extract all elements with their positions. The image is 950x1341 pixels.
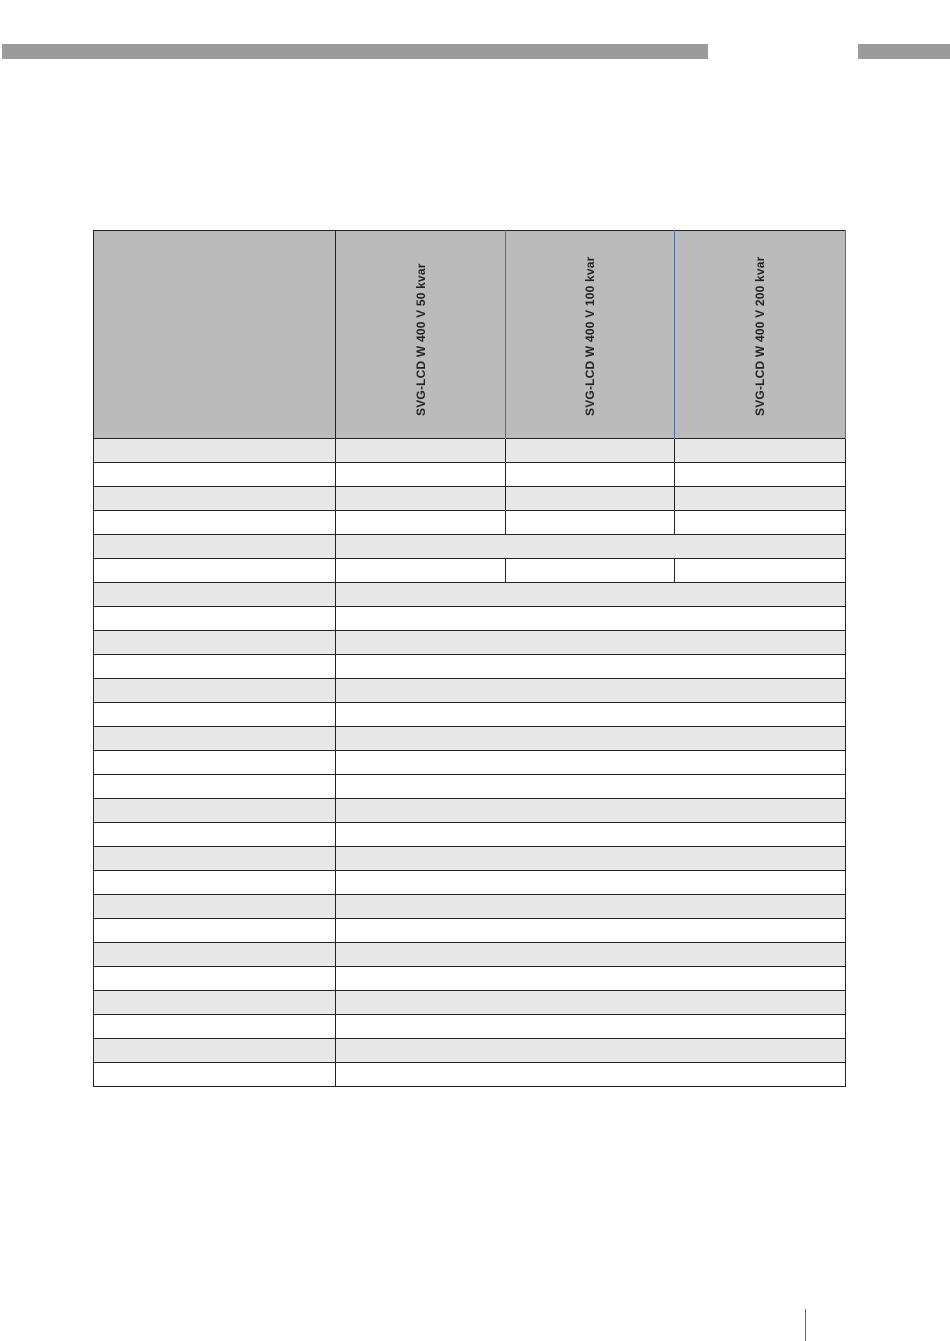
table-row (94, 775, 846, 799)
model-label-100kvar: SVG-LCD W 400 V 100 kvar (583, 256, 597, 416)
table-row (94, 727, 846, 751)
page-number-divider (805, 1309, 806, 1341)
table-row (94, 871, 846, 895)
table-row (94, 583, 846, 607)
table-row (94, 943, 846, 967)
header-model-50kvar (336, 231, 506, 439)
table-row (94, 679, 846, 703)
header-bar-right (858, 44, 950, 59)
table-row (94, 895, 846, 919)
table-row (94, 703, 846, 727)
table-row (94, 751, 846, 775)
table-row (94, 799, 846, 823)
table-row (94, 631, 846, 655)
table-row (94, 439, 846, 463)
spec-table (93, 230, 846, 1087)
model-label-200kvar: SVG-LCD W 400 V 200 kvar (753, 256, 767, 416)
table-row (94, 1015, 846, 1039)
header-row (94, 231, 846, 439)
table-row (94, 823, 846, 847)
header-label-cell (94, 231, 336, 439)
table-row (94, 463, 846, 487)
header-bar-left (2, 44, 708, 59)
table-row (94, 847, 846, 871)
table-row (94, 559, 846, 583)
table-row (94, 535, 846, 559)
table-row (94, 1039, 846, 1063)
table-row (94, 1063, 846, 1087)
model-label-50kvar: SVG-LCD W 400 V 50 kvar (413, 263, 428, 416)
header-model-100kvar (506, 231, 675, 439)
table-row (94, 967, 846, 991)
header-model-200kvar (675, 231, 846, 439)
table-row (94, 919, 846, 943)
table-row (94, 487, 846, 511)
table-row (94, 607, 846, 631)
table-row (94, 991, 846, 1015)
table-row (94, 511, 846, 535)
table-row (94, 655, 846, 679)
